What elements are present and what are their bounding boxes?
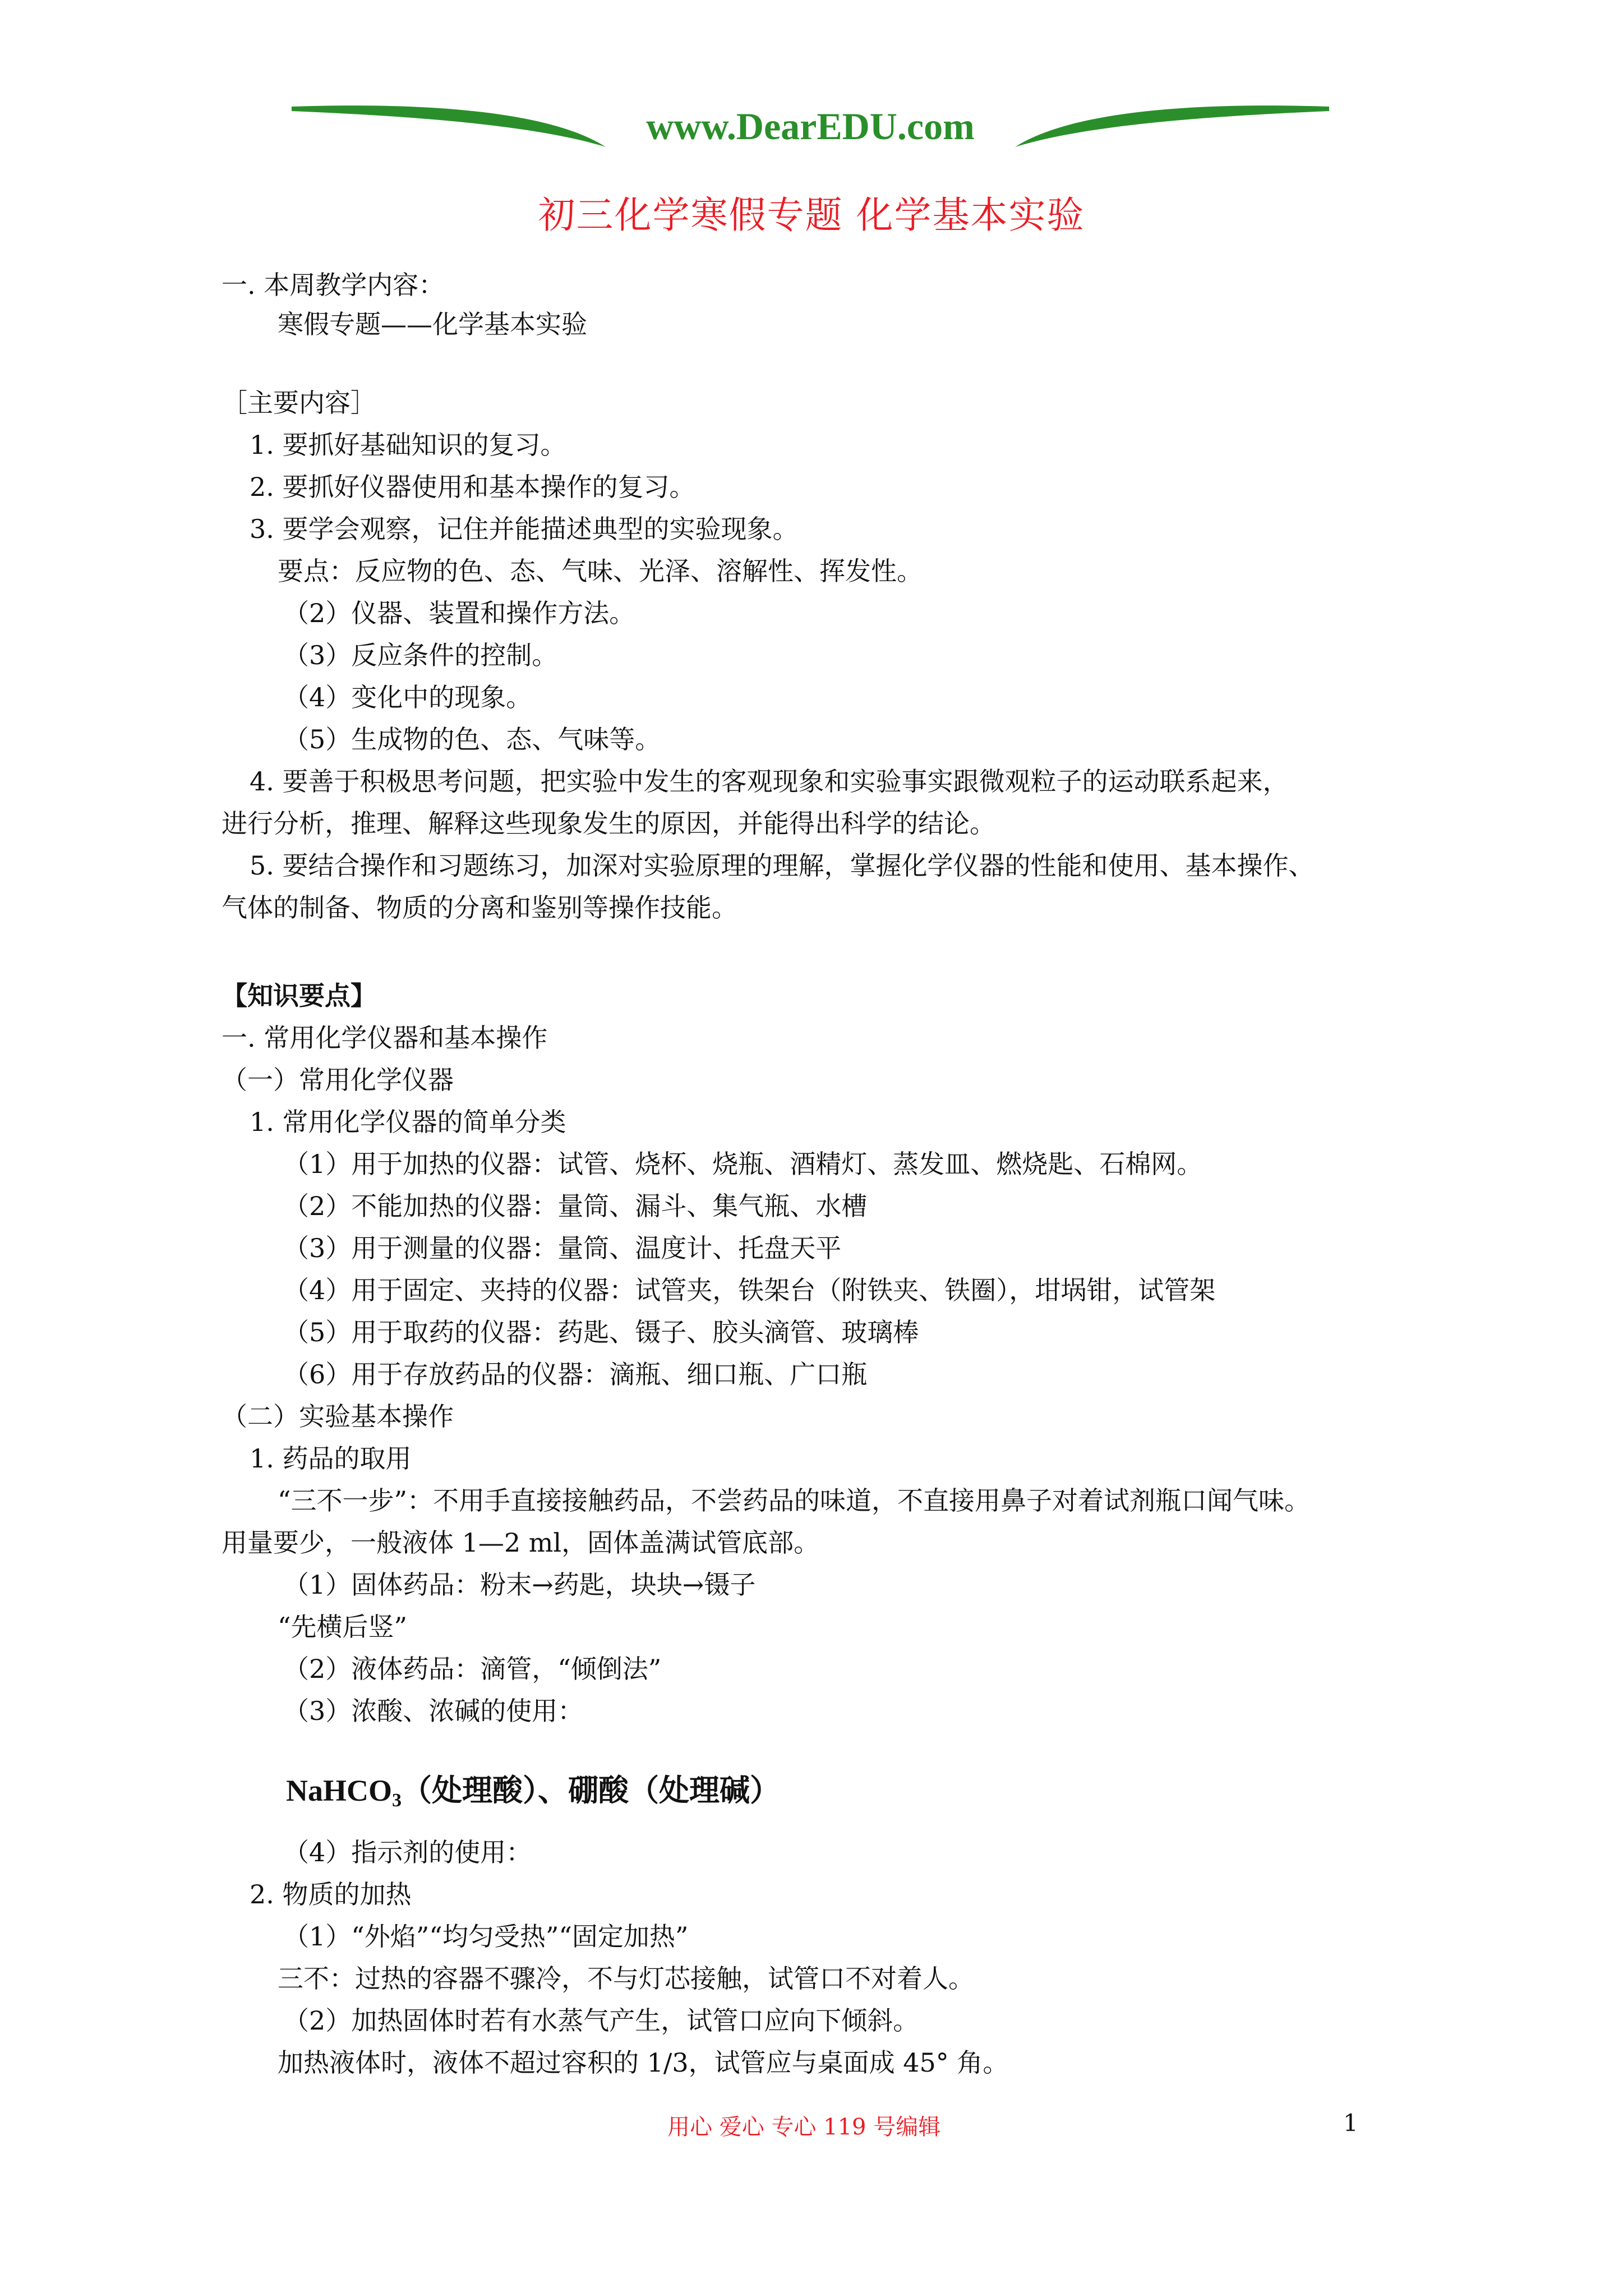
text-line: （4）指示剂的使用： [283,1837,532,1867]
text-line: （1）用于加热的仪器：试管、烧杯、烧瓶、酒精灯、蒸发皿、燃烧匙、石棉网。 [283,1149,1203,1179]
text-line: 1. 要抓好基础知识的复习。 [250,430,566,460]
text-line: （1）固体药品：粉末→药匙，块块→镊子 [283,1570,756,1600]
text-line: （2）不能加热的仪器：量筒、漏斗、集气瓶、水槽 [283,1191,868,1221]
text-line: 要点：反应物的色、态、气味、光泽、溶解性、挥发性。 [278,556,923,586]
text-line: 寒假专题——化学基本实验 [278,309,587,339]
text-line: （2）仪器、装置和操作方法。 [283,598,635,628]
formula-subscript: 3 [392,1790,402,1811]
formula-base: NaHCO [286,1774,392,1807]
text-line: 3. 要学会观察，记住并能描述典型的实验现象。 [250,514,799,544]
text-line: （2）液体药品：滴管，“倾倒法” [283,1654,662,1684]
text-line: “三不一步”：不用手直接接触药品，不尝药品的味道，不直接用鼻子对着试剂瓶口闻气味。 [278,1485,1311,1516]
page-header [0,0,1623,168]
text-line: （一）常用化学仪器 [222,1065,454,1095]
text-line: （6）用于存放药品的仪器：滴瓶、细口瓶、广口瓶 [283,1359,868,1389]
text-line: 4. 要善于积极思考问题，把实验中发生的客观现象和实验事实跟微观粒子的运动联系起来， [250,766,1289,797]
text-line: （二）实验基本操作 [222,1401,454,1432]
text-line: （2）加热固体时若有水蒸气产生，试管口应向下倾斜。 [283,2005,919,2036]
text-line: “先横后竖” [278,1612,408,1642]
page-number: 1 [1343,2109,1358,2137]
text-line: ［主要内容］ [222,388,376,418]
text-line: （4）变化中的现象。 [283,682,532,712]
page-title: 初三化学寒假专题 化学基本实验 [538,194,1085,237]
footer-text: 用心 爱心 专心 119 号编辑 [667,2114,941,2140]
text-line: （3）用于测量的仪器：量筒、温度计、托盘天平 [283,1233,842,1263]
text-line: 5. 要结合操作和习题练习，加深对实验原理的理解，掌握化学仪器的性能和使用、基本操作、 [250,850,1315,881]
text-line: 一. 本周教学内容： [222,270,445,300]
site-logo-text: www.DearEDU.com [646,105,975,148]
text-line: 2. 物质的加热 [250,1879,412,1910]
text-line: 1. 药品的取用 [250,1443,412,1474]
text-line: （1）“外焰”“均匀受热”“固定加热” [283,1921,689,1952]
text-line: 气体的制备、物质的分离和鉴别等操作技能。 [222,892,737,923]
text-line: （5）用于取药的仪器：药匙、镊子、胶头滴管、玻璃棒 [283,1317,919,1347]
text-line: 三不：过热的容器不骤冷，不与灯芯接触，试管口不对着人。 [278,1963,974,1994]
text-line: 用量要少，一般液体 1—2 ml，固体盖满试管底部。 [222,1527,820,1558]
text-line: 加热液体时，液体不超过容积的 1/3，试管应与桌面成 45° 角。 [278,2047,1009,2078]
text-line: 一. 常用化学仪器和基本操作 [222,1023,548,1053]
text-line: （5）生成物的色、态、气味等。 [283,724,661,754]
text-line: 1. 常用化学仪器的简单分类 [250,1107,566,1137]
text-line: 进行分析，推理、解释这些现象发生的原因，并能得出科学的结论。 [222,808,995,839]
neutralizer-formula [286,1773,780,1819]
text-line: （3）反应条件的控制。 [283,640,558,670]
section-heading: 【知识要点】 [222,981,376,1011]
text-line: 2. 要抓好仪器使用和基本操作的复习。 [250,472,695,502]
formula-rest: （处理酸）、硼酸（处理碱） [402,1774,780,1807]
text-line: （4）用于固定、夹持的仪器：试管夹，铁架台（附铁夹、铁圈），坩埚钳，试管架 [283,1275,1216,1305]
text-line: （3）浓酸、浓碱的使用： [283,1696,584,1726]
